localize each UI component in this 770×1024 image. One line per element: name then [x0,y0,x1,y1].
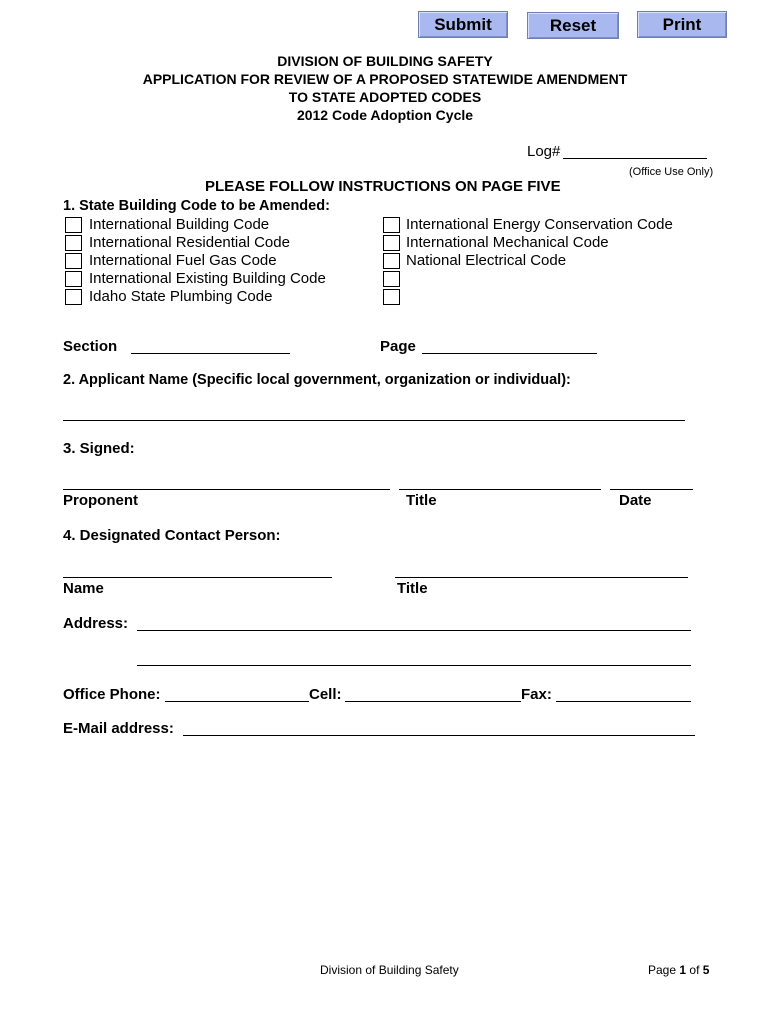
proponent-signature-field[interactable] [63,489,390,490]
page-of: of [689,963,700,977]
email-label: E-Mail address: [63,720,174,737]
log-field[interactable] [563,158,707,159]
office-use-note: (Office Use Only) [629,166,714,178]
checkbox-international-energy-conservation-code[interactable] [383,217,400,233]
address-line-2-field[interactable] [137,665,691,666]
reset-button[interactable]: Reset [527,12,619,39]
checkbox-national-electrical-code[interactable] [383,253,400,269]
option-label: International Existing Building Code [89,270,326,287]
page-total: 5 [702,963,710,977]
option-label: International Residential Code [89,234,290,251]
checkbox-international-building-code[interactable] [65,217,82,233]
page-label: Page [380,338,416,355]
checkbox-other-code-2[interactable] [383,289,400,305]
q2-label: 2. Applicant Name (Specific local government, organization or individual): [63,372,571,388]
date-label: Date [619,492,652,509]
q3-label: 3. Signed: [63,440,135,457]
log-label: Log# [527,143,561,160]
checkbox-international-fuel-gas-code[interactable] [65,253,82,269]
instructions-note: PLEASE FOLLOW INSTRUCTIONS ON PAGE FIVE [205,178,561,195]
option-label: National Electrical Code [406,252,567,269]
page-prefix: Page [648,963,677,977]
contact-name-field[interactable] [63,577,332,578]
section-field[interactable] [131,353,290,354]
fax-field[interactable] [556,701,691,702]
contact-title-label: Title [397,580,428,597]
section-label: Section [63,338,118,355]
proponent-title-field[interactable] [399,489,601,490]
office-phone-field[interactable] [165,701,309,702]
q4-label: 4. Designated Contact Person: [63,527,281,544]
option-label: Idaho State Plumbing Code [89,288,273,305]
checkbox-idaho-state-plumbing-code[interactable] [65,289,82,305]
header-cycle: 2012 Code Adoption Cycle [296,107,474,123]
date-field[interactable] [610,489,693,490]
address-label: Address: [63,615,129,632]
q1-label: 1. State Building Code to be Amended: [63,198,330,214]
submit-button[interactable]: Submit [418,11,508,38]
header-title: APPLICATION FOR REVIEW OF A PROPOSED STATEWIDE AMENDMENT [142,71,628,87]
name-label: Name [63,580,104,597]
email-field[interactable] [183,735,695,736]
print-button[interactable]: Print [637,11,727,38]
fax-label: Fax: [521,686,552,703]
applicant-name-field[interactable] [63,420,685,421]
page-field[interactable] [422,353,597,354]
address-line-1-field[interactable] [137,630,691,631]
option-label: International Mechanical Code [406,234,609,251]
office-phone-label: Office Phone: [63,686,161,703]
title-label: Title [406,492,437,509]
option-label: International Fuel Gas Code [89,252,277,269]
header-agency: DIVISION OF BUILDING SAFETY [277,53,493,69]
checkbox-international-existing-building-code[interactable] [65,271,82,287]
page-number [648,963,709,977]
checkbox-international-mechanical-code[interactable] [383,235,400,251]
cell-label: Cell: [309,686,342,703]
header-subtitle: TO STATE ADOPTED CODES [288,89,482,105]
option-label: International Energy Conservation Code [406,216,673,233]
checkbox-international-residential-code[interactable] [65,235,82,251]
page-current: 1 [679,963,687,977]
option-label: International Building Code [89,216,270,233]
footer-agency: Division of Building Safety [320,963,459,977]
proponent-label: Proponent [63,492,138,509]
contact-title-field[interactable] [395,577,688,578]
checkbox-other-code-1[interactable] [383,271,400,287]
cell-field[interactable] [345,701,521,702]
